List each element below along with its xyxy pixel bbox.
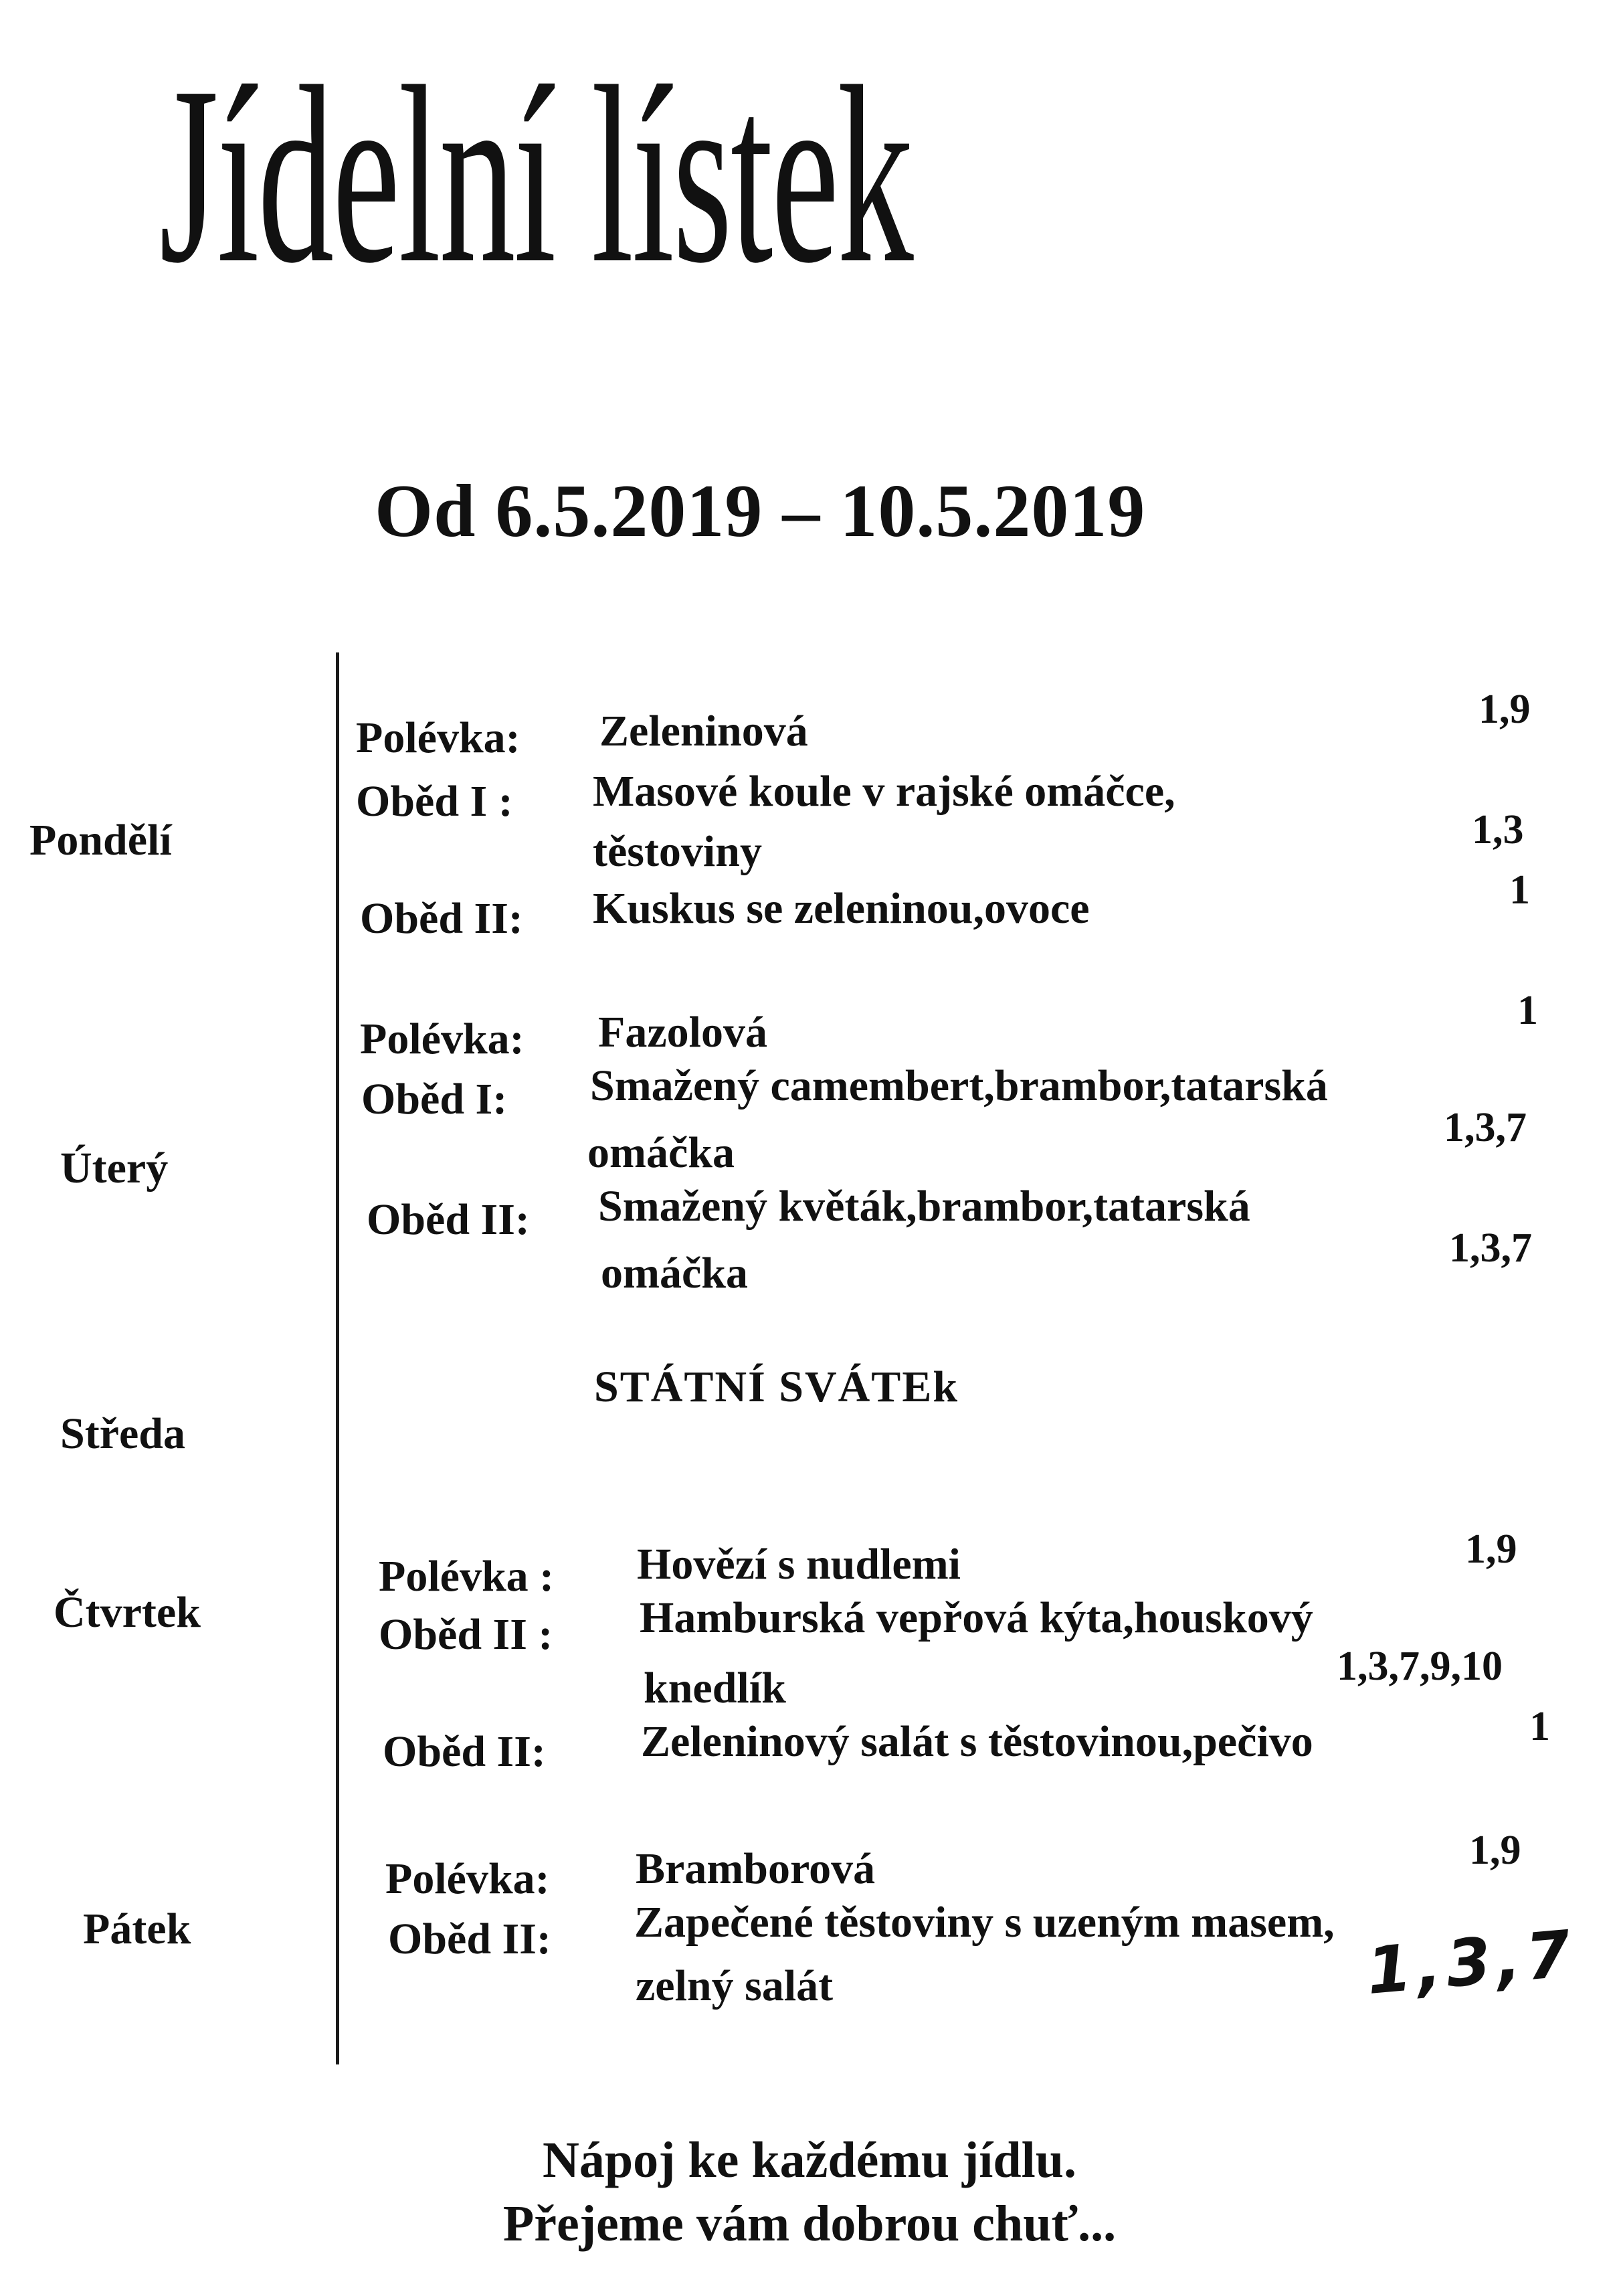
monday-lunch2-allergens: 1 [1509,867,1530,913]
friday-lunch2-dish: Zapečené těstoviny s uzeným masem, [634,1898,1335,1947]
tuesday-soup-allergens: 1 [1517,988,1538,1033]
date-range: Od 6.5.2019 – 10.5.2019 [375,470,1146,553]
thursday-lunch2-dish: Hamburská vepřová kýta,houskový [640,1593,1313,1642]
tuesday-lunch2-allergens: 1,3,7 [1449,1225,1532,1271]
friday-lunch2-label: Oběd II: [388,1915,551,1963]
day-tuesday: Úterý [60,1144,169,1193]
tuesday-soup-dish: Fazolová [598,1008,767,1057]
day-thursday: Čtvrtek [54,1588,201,1637]
tuesday-lunch1-dish: Smažený camembert,brambor,tatarská [590,1061,1328,1110]
tuesday-lunch2-dish: Smažený květák,brambor,tatarská [598,1182,1250,1231]
monday-lunch2-dish: Kuskus se zeleninou,ovoce [593,884,1090,933]
thursday-soup-allergens: 1,9 [1465,1526,1517,1572]
thursday-soup-label: Polévka : [379,1552,555,1601]
thursday-lunch2-dish-cont: knedlík [644,1664,786,1712]
tuesday-lunch2-dish-cont: omáčka [601,1249,748,1298]
page-title: Jídelní lístek [159,34,913,316]
friday-soup-dish: Bramborová [636,1844,876,1893]
tuesday-soup-label: Polévka: [360,1014,525,1063]
tuesday-lunch1-dish-cont: omáčka [587,1128,735,1177]
thursday-lunch3-dish: Zeleninový salát s těstovinou,pečivo [641,1717,1313,1766]
footer-line-1: Nápoj ke každému jídlu. [542,2132,1077,2188]
monday-soup-label: Polévka: [356,713,520,762]
friday-lunch2-allergens-handwritten: 1,3,7 [1363,1916,1580,2009]
thursday-lunch2-allergens: 1,3,7,9,10 [1337,1644,1503,1689]
friday-soup-label: Polévka: [385,1854,550,1903]
footer-line-2: Přejeme vám dobrou chuť... [502,2196,1117,2252]
monday-lunch1-dish-cont: těstoviny [593,827,762,876]
tuesday-lunch1-label: Oběd I: [361,1075,508,1124]
thursday-lunch3-label: Oběd II: [383,1727,546,1776]
holiday-note: STÁTNÍ SVÁTEk [594,1362,959,1411]
day-friday: Pátek [83,1905,191,1953]
monday-soup-dish: Zeleninová [599,707,808,756]
tuesday-lunch2-label: Oběd II: [367,1195,530,1244]
thursday-lunch3-allergens: 1 [1529,1704,1550,1749]
monday-soup-allergens: 1,9 [1479,687,1531,732]
monday-lunch1-allergens: 1,3 [1472,807,1524,853]
day-wednesday: Středa [60,1409,185,1458]
thursday-lunch2-label: Oběd II : [379,1610,553,1659]
monday-lunch1-label: Oběd I : [356,777,513,826]
monday-lunch2-label: Oběd II: [360,894,523,943]
day-monday: Pondělí [29,816,172,865]
monday-lunch1-dish: Masové koule v rajské omáčce, [593,767,1175,816]
friday-lunch2-dish-cont: zelný salát [636,1961,834,2010]
thursday-soup-dish: Hovězí s nudlemi [637,1540,961,1589]
column-divider [336,652,339,2064]
friday-soup-allergens: 1,9 [1469,1828,1521,1873]
tuesday-lunch1-allergens: 1,3,7 [1444,1105,1527,1150]
